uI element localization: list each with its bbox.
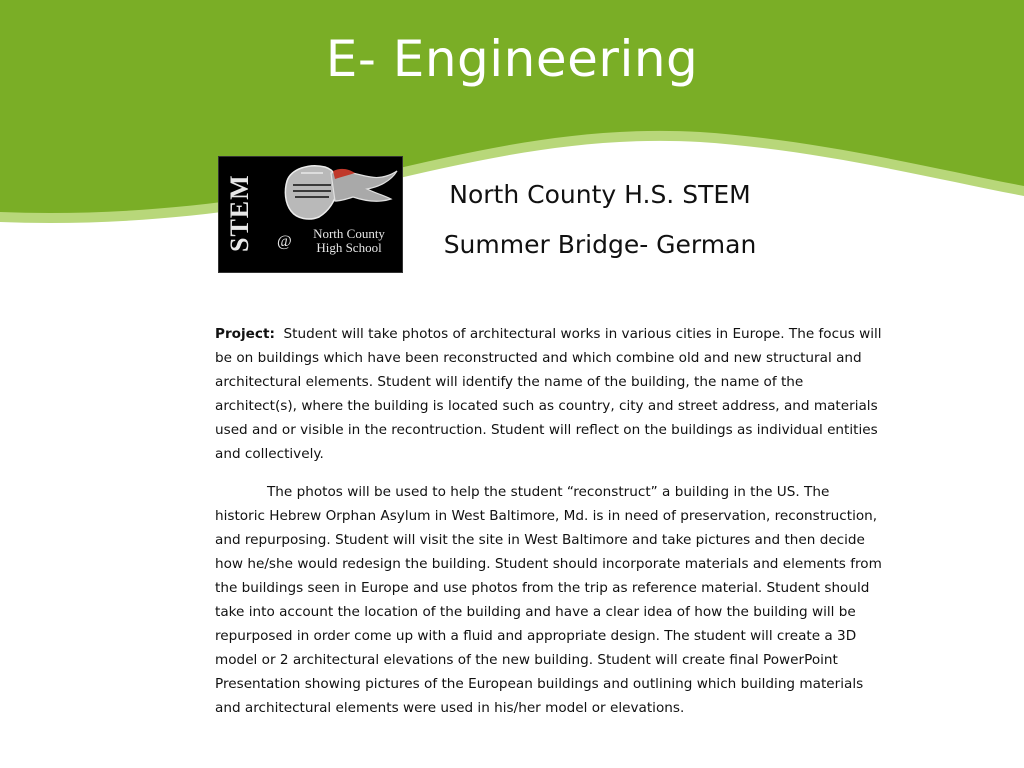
logo-stem-text: STEM (225, 174, 254, 252)
subtitle-line2: Summer Bridge- German (443, 230, 757, 259)
knight-helmet-icon (275, 161, 400, 227)
project-label: Project: (215, 326, 275, 342)
logo-school-line2: High School (316, 239, 382, 255)
subtitle-line1: North County H.S. STEM (449, 180, 751, 209)
subtitle-block (410, 170, 790, 270)
logo-school-name (299, 227, 399, 254)
project-paragraph-1 (215, 322, 883, 466)
stem-logo (218, 156, 403, 273)
slide-title: E- Engineering (325, 30, 699, 88)
project-paragraph-2: The photos will be used to help the student “reconstruct” a building in the US. The historic Hebrew Orphan Asylum in West Baltimore, Md. is in need of preservation, reconstruction, and repurposing. Student will visit the site in West Baltimore and take pictures and then decide how he/she would redesign the building. Student should incorporate materials and elements from the buildings seen in Europe and use photos from the trip as reference material. Student should take into account the location of the building and have a clear idea of how the building will be repurposed in order come up with a fluid and appropriate design. The student will create a 3D model or 2 architectural elevations of the new building. Student will create final PowerPoint Presentation showing pictures of the European buildings and outlining which building materials and architectural elements were used in his/her model or elevations. (215, 484, 882, 716)
project-description (215, 322, 883, 734)
project-paragraph-1-text: Student will take photos of architectural works in various cities in Europe. The focus will be on buildings which have been reconstructed and which combine old and new structural and architectural elements. Student will identify the name of the building, the name of the architect(s), where the building is located such as country, city and street address, and materials used and or visible in the recontruction. Student will reflect on the buildings as individual entities and collectively. (215, 326, 882, 462)
logo-school-line1: North County (313, 226, 385, 241)
logo-at-sign: @ (277, 233, 292, 250)
